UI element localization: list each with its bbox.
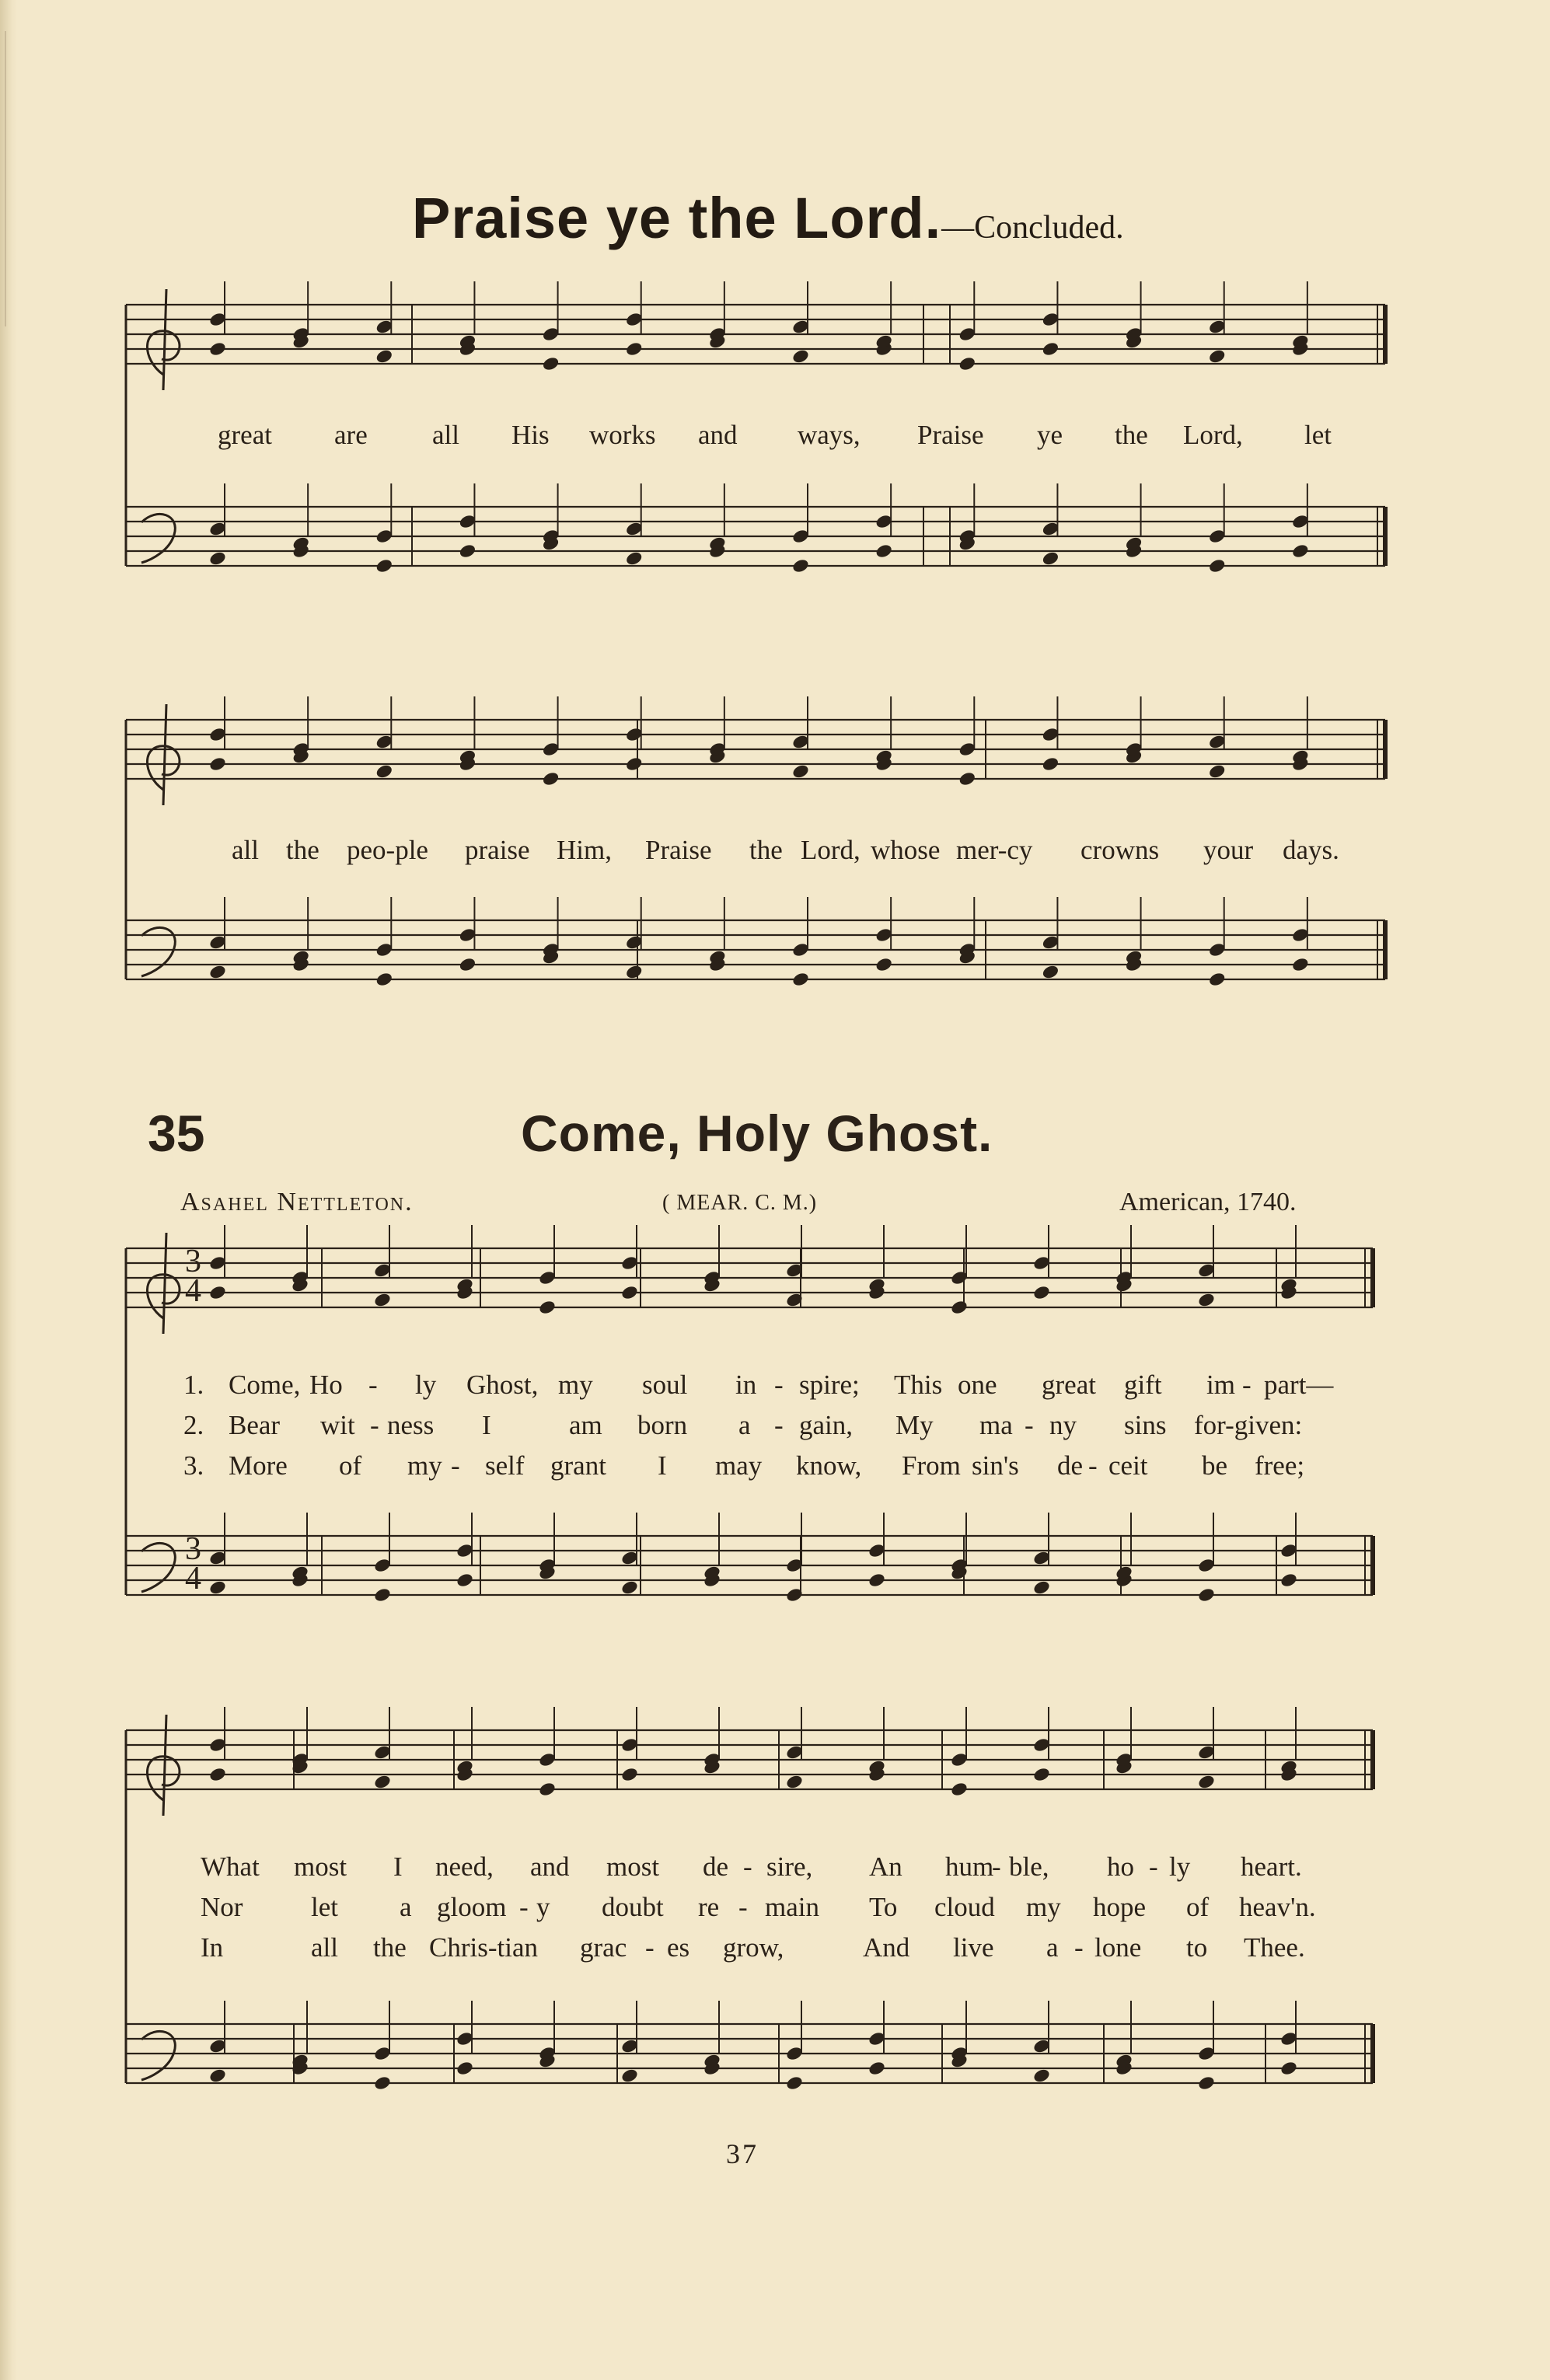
lyric-word: am	[569, 1410, 602, 1440]
lyric-word: the	[373, 1932, 407, 1963]
lyric-word: most	[294, 1851, 347, 1882]
lyric-word: mer-cy	[956, 835, 1033, 865]
lyric-word: -	[368, 1370, 378, 1400]
lyric-word: -	[645, 1932, 655, 1963]
lyric-word: -	[519, 1892, 529, 1922]
lyric-word: This	[894, 1370, 943, 1400]
lyric-word: hum	[945, 1851, 994, 1882]
lyric-word: gloom	[437, 1892, 507, 1922]
lyric-word: for-given:	[1194, 1410, 1303, 1440]
lyric-word: I	[393, 1851, 403, 1882]
note-heads	[185, 281, 1310, 2092]
lyric-word: works	[589, 420, 656, 450]
lyric-word: be	[1202, 1450, 1228, 1481]
lyric-word: soul	[642, 1370, 688, 1400]
lyric-word: most	[606, 1851, 660, 1882]
lyric-word: What	[201, 1851, 260, 1882]
lyric-word: -	[1242, 1370, 1252, 1400]
lyric-word: may	[715, 1450, 763, 1481]
verse-number: 2.	[183, 1410, 204, 1440]
lyric-word: part—	[1264, 1370, 1334, 1400]
lyric-word: of	[1186, 1892, 1210, 1922]
lyric-word: in	[735, 1370, 757, 1400]
lyric-word: Praise	[917, 420, 984, 450]
lyric-word: -	[774, 1370, 784, 1400]
lyric-word: ho	[1107, 1851, 1134, 1882]
lyric-word: my	[407, 1450, 442, 1481]
verse-3-part-1	[0, 1450, 1550, 1485]
svg-text:4: 4	[185, 1561, 201, 1597]
svg-text:3: 3	[185, 1531, 201, 1567]
lyric-word: know,	[796, 1450, 862, 1481]
lyric-word: sire,	[766, 1851, 813, 1882]
lyric-word: free;	[1255, 1450, 1305, 1481]
lyric-word: Come,	[229, 1370, 301, 1400]
lyric-word: ye	[1037, 420, 1063, 450]
verse-2-part-2	[0, 1892, 1550, 1926]
lyric-word: Nor	[201, 1892, 243, 1922]
lyric-word: Him,	[557, 835, 612, 865]
lyric-word: all	[432, 420, 459, 450]
lyric-word: ny	[1049, 1410, 1077, 1440]
lyric-word: ness	[387, 1410, 435, 1440]
hymn-title: Come, Holy Ghost.	[521, 1105, 993, 1162]
lyric-word: ways,	[798, 420, 861, 450]
lyric-word: all	[311, 1932, 338, 1963]
verse-1-part-2	[0, 1851, 1550, 1886]
lyric-word: need,	[435, 1851, 494, 1882]
lyrics-line-top-1	[0, 420, 1550, 454]
verse-1-part-1	[0, 1370, 1550, 1404]
lyric-word: and	[698, 420, 738, 450]
lyric-word: grac	[580, 1932, 627, 1963]
lyric-word: Ghost,	[466, 1370, 539, 1400]
lyric-word: Lord,	[801, 835, 861, 865]
lyric-word: let	[311, 1892, 338, 1922]
lyric-word: -	[370, 1410, 379, 1440]
lyric-word: -	[1074, 1932, 1084, 1963]
lyric-word: wit	[320, 1410, 355, 1440]
lyric-word: hope	[1093, 1892, 1147, 1922]
lyric-word: An	[869, 1851, 902, 1882]
lyric-word: In	[201, 1932, 224, 1963]
lyric-word: de	[703, 1851, 729, 1882]
lyric-word: the	[286, 835, 319, 865]
lyric-word: spire;	[799, 1370, 860, 1400]
lyric-word: let	[1304, 420, 1332, 450]
lyric-word: -	[451, 1450, 460, 1481]
lyric-word: doubt	[602, 1892, 664, 1922]
lyric-word: More	[229, 1450, 288, 1481]
verse-number: 3.	[183, 1450, 204, 1481]
lyric-word: im	[1206, 1370, 1235, 1400]
lyric-word: self	[485, 1450, 525, 1481]
lyric-word: -	[774, 1410, 784, 1440]
lyric-word: great	[218, 420, 272, 450]
lyric-word: My	[895, 1410, 934, 1440]
lyric-word: From	[902, 1450, 961, 1481]
lyric-word: your	[1203, 835, 1254, 865]
lyric-word: born	[637, 1410, 688, 1440]
lyric-word: I	[482, 1410, 491, 1440]
lyric-word: a	[400, 1892, 412, 1922]
lyric-word: -	[1149, 1851, 1158, 1882]
lyric-word: y	[536, 1892, 550, 1922]
lyric-word: to	[1186, 1932, 1208, 1963]
hymn-author: Asahel Nettleton.	[180, 1188, 414, 1216]
lyric-word: a	[738, 1410, 751, 1440]
lyric-word: ly	[1169, 1851, 1191, 1882]
lyric-word: one	[958, 1370, 997, 1400]
lyric-word: To	[869, 1892, 898, 1922]
lyric-word: grow,	[723, 1932, 784, 1963]
verse-2-part-1	[0, 1410, 1550, 1444]
hymn-number: 35	[148, 1105, 205, 1162]
lyric-word: -	[1025, 1410, 1034, 1440]
lyric-word: praise	[465, 835, 530, 865]
title-subtitle: —Concluded.	[941, 210, 1124, 246]
lyric-word: sins	[1124, 1410, 1167, 1440]
lyric-word: ly	[415, 1370, 437, 1400]
lyric-word: crowns	[1080, 835, 1160, 865]
svg-text:4: 4	[185, 1273, 201, 1309]
lyric-word: of	[339, 1450, 362, 1481]
lyric-word: cloud	[934, 1892, 995, 1922]
verse-number: 1.	[183, 1370, 204, 1400]
lyric-word: -	[992, 1851, 1001, 1882]
lyric-word: ble,	[1009, 1851, 1049, 1882]
lyric-word: gift	[1124, 1370, 1162, 1400]
lyric-word: ma	[979, 1410, 1013, 1440]
lyric-word: the	[749, 835, 783, 865]
lyric-word: Chris-tian	[429, 1932, 538, 1963]
clefs	[141, 289, 180, 2080]
lyric-word: -	[738, 1892, 748, 1922]
lyric-word: heav'n.	[1239, 1892, 1316, 1922]
lyric-word: es	[667, 1932, 690, 1963]
lyric-word: sin's	[972, 1450, 1019, 1481]
lyric-word: Bear	[229, 1410, 281, 1440]
lyric-word: are	[334, 420, 368, 450]
lyric-word: Praise	[645, 835, 712, 865]
lyric-word: And	[863, 1932, 910, 1963]
lyric-word: and	[530, 1851, 570, 1882]
lyric-word: main	[765, 1892, 819, 1922]
page-number: 37	[726, 2138, 759, 2169]
lyric-word: Thee.	[1244, 1932, 1305, 1963]
lyric-word: ceit	[1108, 1450, 1148, 1481]
lyric-word: de	[1057, 1450, 1084, 1481]
lyric-word: all	[232, 835, 259, 865]
lyric-word: His	[511, 420, 550, 450]
svg-text:3: 3	[185, 1244, 201, 1279]
hymn-composer: American, 1740.	[1119, 1188, 1297, 1216]
lyric-word: gain,	[799, 1410, 854, 1440]
hymn-tune: ( MEAR. C. M.)	[662, 1191, 818, 1215]
lyric-word: I	[658, 1450, 667, 1481]
lyric-word: heart.	[1241, 1851, 1302, 1882]
lyrics-line-top-2	[0, 835, 1550, 869]
lyric-word: re	[698, 1892, 720, 1922]
title-text: Praise ye the Lord.	[412, 186, 942, 250]
lyric-word: Lord,	[1183, 420, 1243, 450]
lyric-word: -	[743, 1851, 752, 1882]
lyric-word: -	[1088, 1450, 1098, 1481]
lyric-word: peo-ple	[347, 835, 428, 865]
lyric-word: whose	[871, 835, 941, 865]
lyric-word: a	[1046, 1932, 1059, 1963]
lyric-word: the	[1115, 420, 1148, 450]
lyric-word: Ho	[309, 1370, 343, 1400]
lyric-word: live	[953, 1932, 994, 1963]
lyric-word: days.	[1283, 835, 1339, 865]
verse-3-part-2	[0, 1932, 1550, 1966]
lyric-word: my	[558, 1370, 593, 1400]
lyric-word: my	[1026, 1892, 1061, 1922]
lyric-word: lone	[1094, 1932, 1142, 1963]
lyric-word: great	[1042, 1370, 1096, 1400]
lyric-word: grant	[550, 1450, 606, 1481]
